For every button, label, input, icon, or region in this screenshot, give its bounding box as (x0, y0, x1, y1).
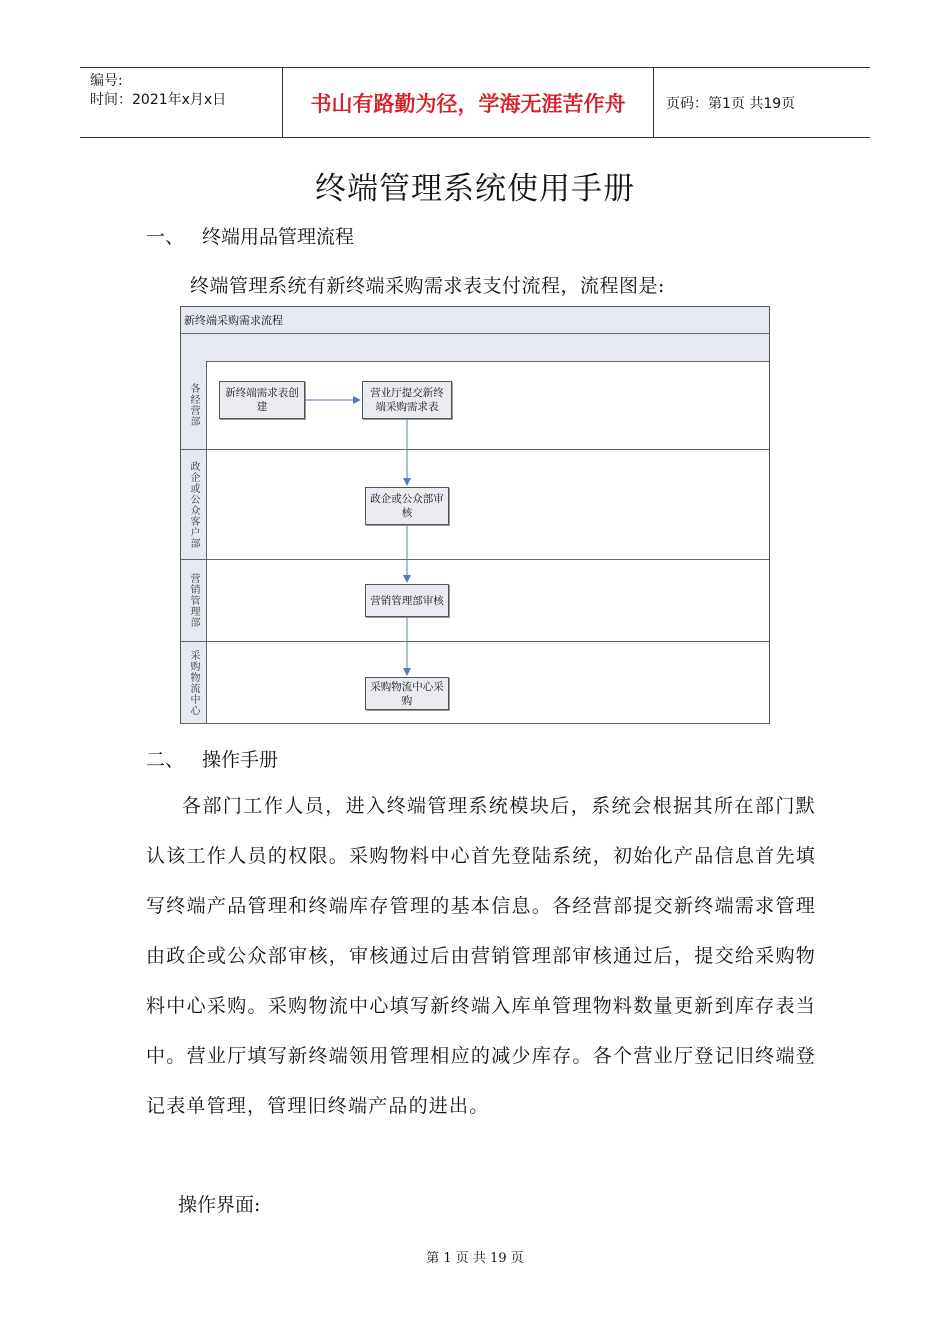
flow-node: 营销管理部审核 (365, 584, 449, 617)
lane-label: 政企或公众客户部 (181, 450, 207, 559)
body-paragraph (146, 781, 816, 1131)
section-number: 一、 (146, 226, 185, 248)
lane-label: 各经营部 (181, 361, 207, 449)
header-page-info: 页码：第1页 共19页 (666, 95, 796, 112)
section-heading-1 (146, 222, 354, 249)
lane-label: 营销管理部 (181, 560, 207, 641)
flow-node: 营业厅提交新终端采购需求表 (362, 381, 452, 419)
swimlane (181, 642, 769, 724)
flowchart-header-band (181, 334, 769, 362)
operation-interface-label: 操作界面: (178, 1194, 261, 1216)
document-header (80, 67, 870, 138)
section-number: 二、 (146, 749, 185, 771)
section-title: 终端用品管理流程 (202, 226, 355, 248)
header-motto: 书山有路勤为径，学海无涯苦作舟 (282, 68, 654, 137)
date-label: 时间：2021年x月x日 (90, 92, 227, 108)
flow-node: 政企或公众部审核 (365, 487, 449, 525)
paragraph-text: 各部门工作人员，进入终端管理系统模块后，系统会根据其所在部门默认该工作人员的权限。采购物料中心首先登陆系统，初始化产品信息首先填写终端产品管理和终端库存管理的基本信息。各经营部提交新终端需求管理由政企或公众部审核，审核通过后由营销管理部审核通过后，提交给采购物料中心采购。采购物流中心填写新终端入库单管理物料数量更新到库存表当中。营业厅填写新终端领用管理相应的减少库存。各个营业厅登记旧终端登记表单管理，管理旧终端产品的进出。 (146, 795, 816, 1117)
page-title: 终端管理系统使用手册 (315, 171, 635, 207)
header-meta (80, 68, 282, 137)
swimlane (181, 560, 769, 642)
intro-text: 终端管理系统有新终端采购需求表支付流程，流程图是: (190, 275, 665, 297)
flowchart-title: 新终端采购需求流程 (181, 307, 769, 334)
section-heading-2 (146, 745, 278, 772)
lane-label: 采购物流中心 (181, 642, 207, 723)
flow-node: 采购物流中心采购 (365, 677, 449, 710)
flowchart (180, 306, 770, 724)
page-footer: 第 1 页 共 19 页 (426, 1251, 524, 1266)
swimlane (181, 450, 769, 560)
section-title: 操作手册 (202, 749, 279, 771)
flow-node: 新终端需求表创建 (219, 381, 305, 419)
number-label: 编号: (90, 73, 123, 89)
